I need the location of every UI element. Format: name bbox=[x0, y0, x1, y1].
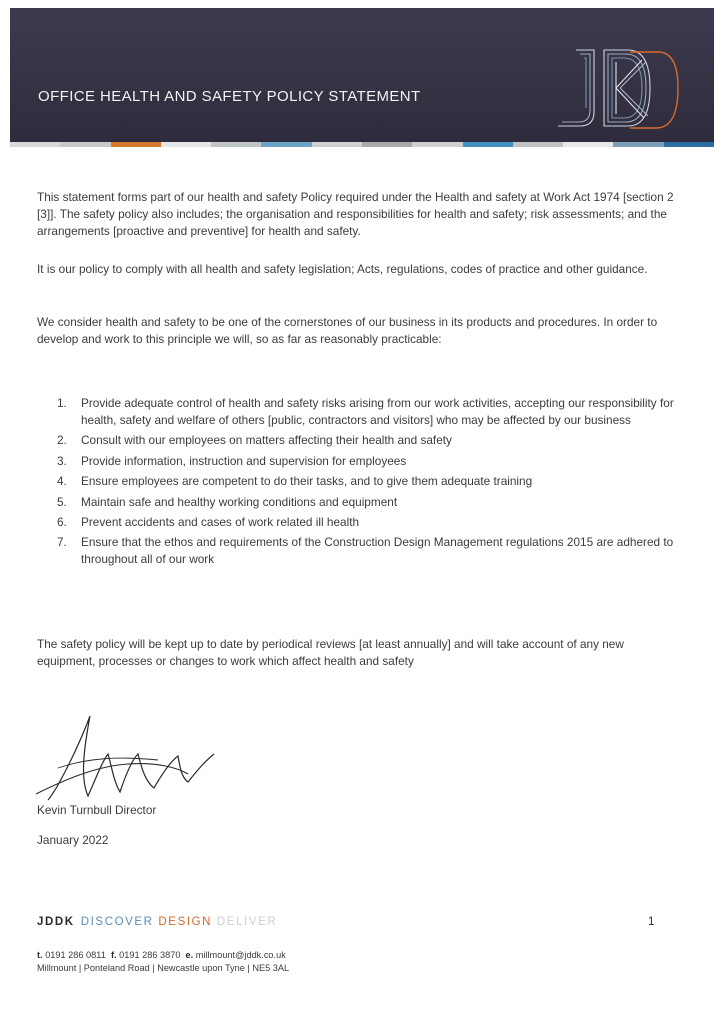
contact-details bbox=[37, 949, 289, 975]
list-item: 6. Prevent accidents and cases of work related ill health bbox=[57, 514, 360, 529]
commitment-paragraph: We consider health and safety to be one of the cornerstones of our business in its products and procedures. In order to develop and work to this principle we will, so as far as reasonably practicable: bbox=[37, 315, 658, 346]
stripe-segment bbox=[362, 142, 412, 147]
stripe-segment bbox=[261, 142, 311, 147]
stripe-segment bbox=[463, 142, 513, 147]
page-title: OFFICE HEALTH AND SAFETY POLICY STATEMENT bbox=[38, 88, 421, 105]
fax-number: 0191 286 3870 bbox=[119, 950, 181, 960]
brand-name: JDDK bbox=[37, 916, 75, 928]
stripe-segment bbox=[111, 142, 161, 147]
list-item: 2. Consult with our employees on matters affecting their health and safety bbox=[57, 433, 452, 448]
list-item: 1. Provide adequate control of health and safety risks arising from our work activities, accepting our responsibility for health, safety and welfare of others [public, contractors and visitors] who may be affected by our business bbox=[57, 396, 674, 427]
stripe-segment bbox=[312, 142, 362, 147]
list-item: 3. Provide information, instruction and supervision for employees bbox=[57, 453, 407, 468]
stripe-segment bbox=[563, 142, 613, 147]
review-paragraph: The safety policy will be kept up to date by periodical reviews [at least annually] and will take account of any new equipment, processes or changes to work which affect health and safety bbox=[37, 637, 624, 668]
stripe-segment bbox=[10, 142, 60, 147]
header-banner bbox=[10, 8, 714, 142]
tag-design: DESIGN bbox=[158, 916, 213, 928]
stripe-segment bbox=[211, 142, 261, 147]
page-number: 1 bbox=[648, 916, 655, 928]
contact-line: t. 0191 286 0811 f. 0191 286 3870 e. millmount@jddk.co.uk bbox=[37, 950, 286, 960]
signature-icon bbox=[28, 708, 228, 808]
list-item: 5. Maintain safe and healthy working conditions and equipment bbox=[57, 494, 398, 509]
stripe-segment bbox=[664, 142, 714, 147]
intro-paragraph: This statement forms part of our health and safety Policy required under the Health and safety at Work Act 1974 [section 2 [3]]. The safety policy also includes; the organisation and responsibilities for health and safety; risk assessments; and the arrangements [proactive and preventive] for health and safety. bbox=[37, 190, 674, 238]
stripe-segment bbox=[613, 142, 663, 147]
list-item: 4. Ensure employees are competent to do their tasks, and to give them adequate training bbox=[57, 474, 533, 489]
phone-number: 0191 286 0811 bbox=[45, 950, 106, 960]
color-stripe bbox=[10, 142, 714, 147]
email-address[interactable]: millmount@jddk.co.uk bbox=[195, 950, 286, 960]
signature-date: January 2022 bbox=[37, 833, 109, 847]
stripe-segment bbox=[513, 142, 563, 147]
tag-discover: DISCOVER bbox=[80, 916, 154, 928]
stripe-segment bbox=[412, 142, 462, 147]
policy-paragraph: It is our policy to comply with all health and safety legislation; Acts, regulations, codes of practice and other guidance. bbox=[37, 262, 648, 276]
list-item: 7. Ensure that the ethos and requirements of the Construction Design Management regulations 2015 are adhered to throughout all of our work bbox=[57, 535, 674, 567]
footer-brand bbox=[37, 916, 277, 928]
policy-list bbox=[37, 395, 677, 572]
stripe-segment bbox=[161, 142, 211, 147]
stripe-segment bbox=[60, 142, 110, 147]
address-line: Millmount | Ponteland Road | Newcastle upon Tyne | NE5 3AL bbox=[37, 963, 290, 973]
signatory-name: Kevin Turnbull Director bbox=[37, 803, 157, 817]
jdk-logo-icon bbox=[546, 42, 686, 132]
tag-deliver: DELIVER bbox=[216, 916, 278, 928]
